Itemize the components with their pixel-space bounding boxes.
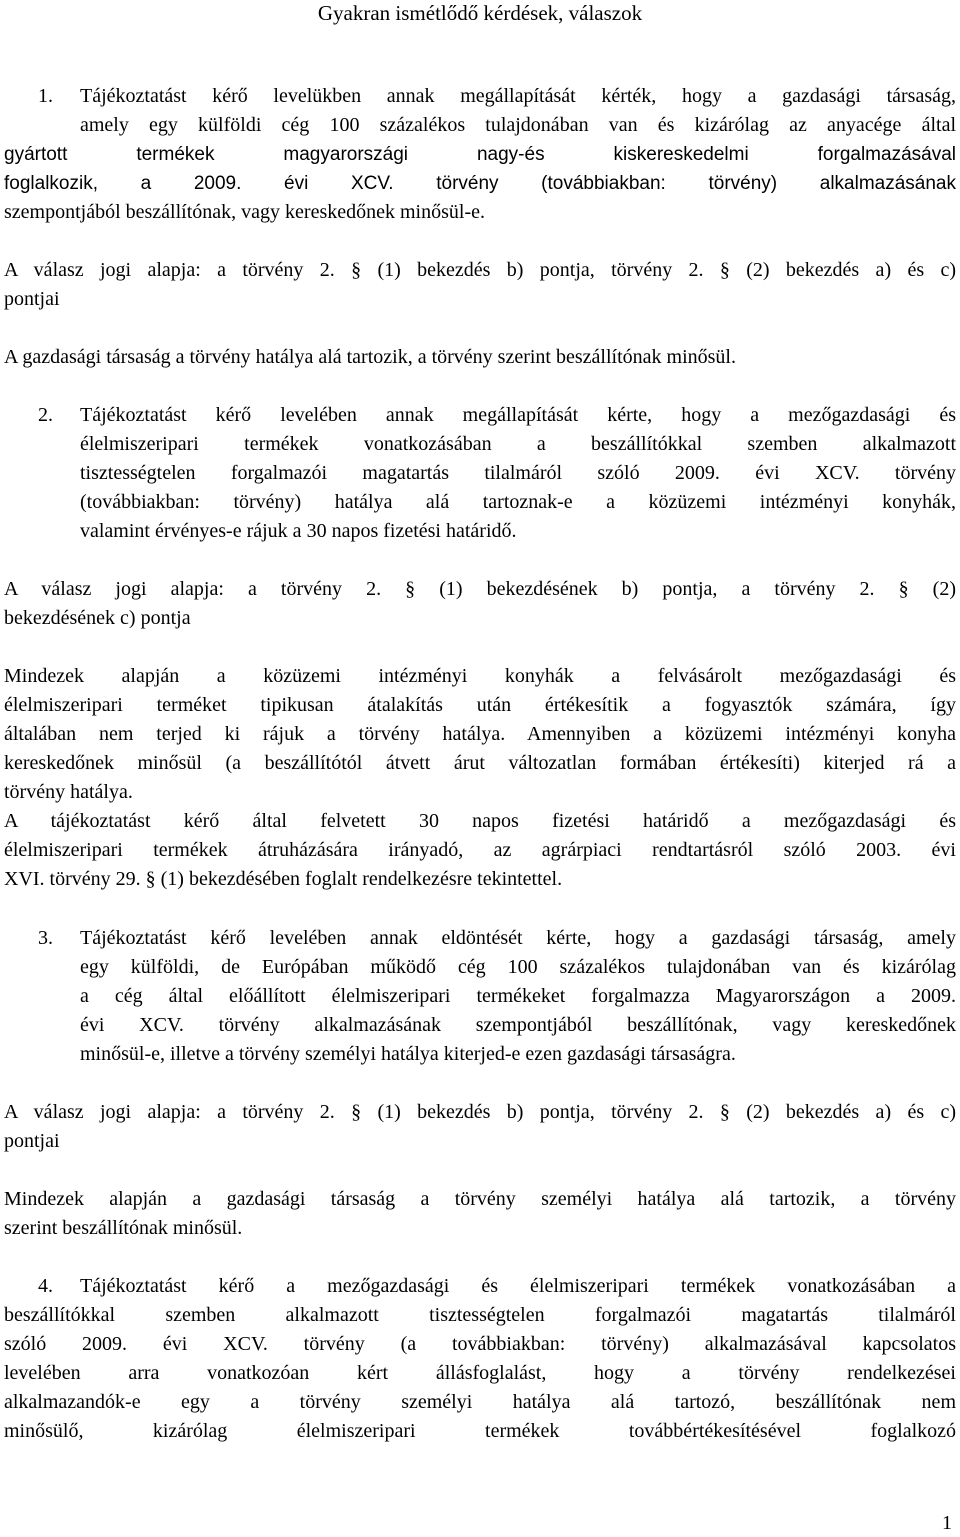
text-line: élelmiszeripari terméket tipikusan átalakítás után értékesítik a fogyasztók számára, így — [4, 694, 956, 716]
text-line: A tájékoztatást kérő által felvetett 30 napos fizetési határidő a mezőgazdasági és — [4, 810, 956, 832]
text-line: A válasz jogi alapja: a törvény 2. § (1) bekezdés b) pontja, törvény 2. § (2) bekezdés a) és c) — [4, 259, 956, 281]
text-line: pontjai — [4, 288, 60, 310]
text-line: XVI. törvény 29. § (1) bekezdésében foglalt rendelkezésre tekintettel. — [4, 868, 563, 890]
text-line: A válasz jogi alapja: a törvény 2. § (1) bekezdés b) pontja, törvény 2. § (2) bekezdés a) és c) — [4, 1101, 956, 1123]
question-2-text — [80, 401, 956, 546]
question-2-number: 2. — [38, 404, 53, 426]
text-line: szóló 2009. évi XCV. törvény (a továbbiakban: törvény) alkalmazásával kapcsolatos — [4, 1333, 956, 1355]
text-line: Tájékoztatást kérő levelében annak eldöntését kérte, hogy a gazdasági társaság, amely — [80, 927, 956, 949]
text-line: élelmiszeripari termékek átruházására irányadó, az agrárpiaci rendtartásról szóló 2003. évi — [4, 839, 956, 861]
question-3-number: 3. — [38, 927, 53, 949]
text-line: bekezdésének c) pontja — [4, 607, 191, 629]
question-4-text-continued — [4, 1301, 956, 1446]
text-line: tisztességtelen forgalmazói magatartás tilalmáról szóló 2009. évi XCV. törvény — [80, 462, 956, 484]
text-line: gyártott termékek magyarországi nagy-és kiskereskedelmi forgalmazásával — [4, 144, 956, 165]
text-line: valamint érvényes-e rájuk a 30 napos fizetési határidő. — [80, 520, 517, 542]
text-line: szempontjából beszállítónak, vagy kereskedőnek minősül-e. — [4, 201, 485, 223]
text-line: amely egy külföldi cég 100 százalékos tulajdonában van és kizárólag az anyacége által — [80, 114, 956, 136]
text-line: foglalkozik, a 2009. évi XCV. törvény (továbbiakban: törvény) alkalmazásának — [4, 173, 956, 194]
text-line: A válasz jogi alapja: a törvény 2. § (1) bekezdésének b) pontja, a törvény 2. § (2) — [4, 578, 956, 600]
text-line: Tájékoztatást kérő levelükben annak megállapítását kérték, hogy a gazdasági társaság, — [80, 85, 956, 107]
page-title: Gyakran ismétlődő kérdések, válaszok — [317, 1, 643, 25]
question-1-text — [80, 82, 956, 140]
text-line: Tájékoztatást kérő levelében annak megállapítását kérte, hogy a mezőgazdasági és — [80, 404, 956, 426]
question-1-legal-basis — [4, 256, 956, 314]
text-line: élelmiszeripari termékek vonatkozásában a beszállítókkal szemben alkalmazott — [80, 433, 956, 455]
text-line: levelében arra vonatkozóan kért állásfoglalást, hogy a törvény rendelkezései — [4, 1362, 956, 1384]
text-line: pontjai — [4, 1130, 60, 1152]
text-line: Tájékoztatást kérő a mezőgazdasági és élelmiszeripari termékek vonatkozásában a — [80, 1275, 956, 1297]
question-2-answer — [4, 662, 956, 894]
question-4-text — [80, 1272, 956, 1301]
text-line: (továbbiakban: törvény) hatálya alá tartoznak-e a közüzemi intézményi konyhák, — [80, 491, 956, 513]
text-line: minősül-e, illetve a törvény személyi hatálya kiterjed-e ezen gazdasági társaságra. — [80, 1043, 736, 1065]
text-line: alkalmazandók-e egy a törvény személyi hatálya alá tartozó, beszállítónak nem — [4, 1391, 956, 1413]
question-3-legal-basis — [4, 1098, 956, 1156]
text-line: Mindezek alapján a gazdasági társaság a törvény személyi hatálya alá tartozik, a törvény — [4, 1188, 956, 1210]
text-line: beszállítókkal szemben alkalmazott tisztességtelen forgalmazói magatartás tilalmáról — [4, 1304, 956, 1326]
text-line: általában nem terjed ki rájuk a törvény hatálya. Amennyiben a közüzemi intézményi konyha — [4, 723, 956, 745]
question-1-text-continued — [4, 140, 956, 227]
question-4-number: 4. — [38, 1275, 53, 1297]
text-line: minősülő, kizárólag élelmiszeripari termékek továbbértékesítésével foglalkozó — [4, 1420, 956, 1442]
question-1-answer: A gazdasági társaság a törvény hatálya alá tartozik, a törvény szerint beszállítónak minősül. — [4, 346, 736, 368]
text-line: egy külföldi, de Európában működő cég 100 százalékos tulajdonában van és kizárólag — [80, 956, 956, 978]
question-1-number: 1. — [38, 85, 53, 107]
text-line: évi XCV. törvény alkalmazásának szempontjából beszállítónak, vagy kereskedőnek — [80, 1014, 956, 1036]
text-line: Mindezek alapján a közüzemi intézményi konyhák a felvásárolt mezőgazdasági és — [4, 665, 956, 687]
text-line: szerint beszállítónak minősül. — [4, 1217, 243, 1239]
text-line: törvény hatálya. — [4, 781, 133, 803]
text-line: kereskedőnek minősül (a beszállítótól átvett árut változatlan formában értékesíti) kiterjed rá a — [4, 752, 956, 774]
page-number: 1 — [942, 1512, 952, 1534]
question-2-legal-basis — [4, 575, 956, 633]
text-line: a cég által előállított élelmiszeripari termékeket forgalmazza Magyarországon a 2009. — [80, 985, 956, 1007]
question-3-answer — [4, 1185, 956, 1243]
question-3-text — [80, 924, 956, 1069]
